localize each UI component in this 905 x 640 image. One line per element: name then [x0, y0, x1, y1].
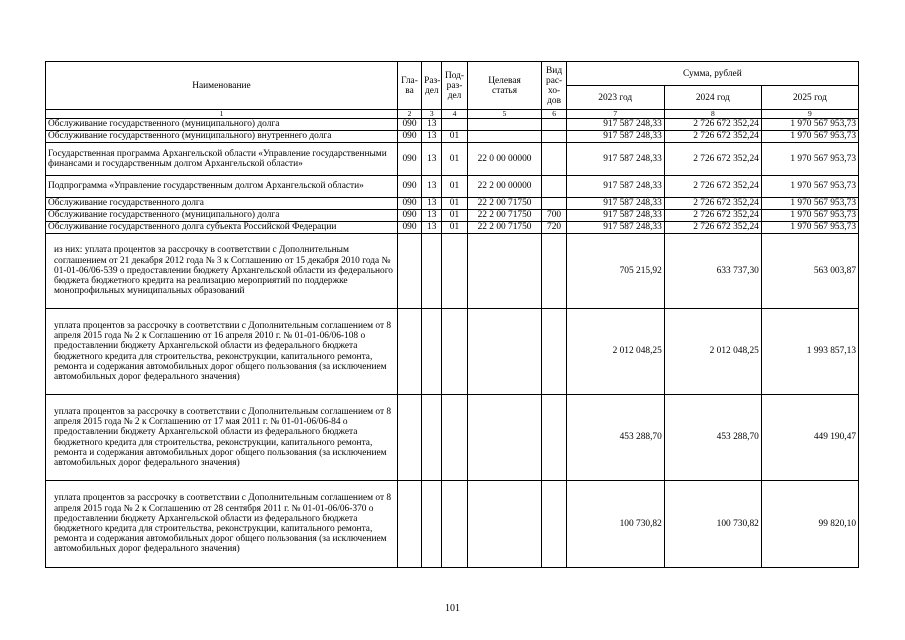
cell-razdel: 13 — [422, 222, 442, 234]
cell-name: Государственная программа Архангельской области «Управление государственными финансами и государственным долгом Архангельской области» — [46, 143, 398, 176]
cell-2023: 453 288,70 — [566, 395, 664, 481]
table-row — [46, 131, 859, 143]
cell-vid — [542, 131, 566, 143]
header-vid: Вид рас- хо- дов — [542, 62, 566, 110]
cell-target: 22 2 00 71750 — [467, 210, 542, 222]
cell-name: уплата процентов за рассрочку в соответствии с Дополнительным соглашением от 8 апреля 2015 года № 2 к Соглашению от 17 мая 2011 г. № 01-01-06/06-84 о предоставлении бюджету Архангельской области из федерального бюджета бюджетного кредита для строительства, реконструкции, капитального ремонта, ремонта и содержания автомобильных дорог общего пользования (за исключением автомобильных дорог федерального значения) — [46, 395, 398, 481]
cell-2023: 917 587 248,33 — [566, 176, 664, 198]
column-number: 5 — [467, 110, 542, 119]
column-number: 4 — [442, 110, 467, 119]
header-podrazdel: Под- раз- дел — [442, 62, 467, 110]
cell-target: 22 2 00 00000 — [467, 176, 542, 198]
cell-2023: 100 730,82 — [566, 481, 664, 568]
cell-podrazdel: 01 — [442, 131, 467, 143]
cell-2024: 633 737,30 — [664, 234, 761, 309]
column-number: 3 — [422, 110, 442, 119]
header-2024: 2024 год — [664, 86, 761, 110]
cell-2024: 2 726 672 352,24 — [664, 176, 761, 198]
cell-glava: 090 — [397, 198, 421, 210]
cell-2025: 1 970 567 953,73 — [761, 119, 858, 131]
column-number: 6 — [542, 110, 566, 119]
cell-razdel: 13 — [422, 143, 442, 176]
cell-name: Обслуживание государственного (муниципального) долга — [46, 210, 398, 222]
table-row — [46, 143, 859, 176]
page-number: 101 — [445, 603, 460, 614]
cell-2024: 2 726 672 352,24 — [664, 143, 761, 176]
budget-table — [45, 61, 859, 568]
column-number-row — [46, 110, 859, 119]
cell-2023: 917 587 248,33 — [566, 210, 664, 222]
cell-2023: 2 012 048,25 — [566, 309, 664, 395]
header-2025: 2025 год — [761, 86, 858, 110]
cell-target: 22 2 00 71750 — [467, 198, 542, 210]
cell-vid: 700 — [542, 210, 566, 222]
cell-2023: 705 215,92 — [566, 234, 664, 309]
cell-name: Обслуживание государственного (муниципального) внутреннего долга — [46, 131, 398, 143]
cell-podrazdel: 01 — [442, 176, 467, 198]
cell-glava: 090 — [397, 143, 421, 176]
column-number: 7 — [566, 110, 664, 119]
cell-razdel: 13 — [422, 131, 442, 143]
cell-razdel: 13 — [422, 210, 442, 222]
cell-vid — [542, 119, 566, 131]
column-number: 2 — [397, 110, 421, 119]
cell-2024: 2 726 672 352,24 — [664, 198, 761, 210]
table-row — [46, 395, 859, 481]
cell-name: Обслуживание государственного долга — [46, 198, 398, 210]
cell-vid — [542, 176, 566, 198]
cell-2025: 1 970 567 953,73 — [761, 222, 858, 234]
header-name: Наименование — [46, 62, 398, 110]
cell-target — [467, 395, 542, 481]
cell-2025: 99 820,10 — [761, 481, 858, 568]
cell-name: Обслуживание государственного долга субъекта Российской Федерации — [46, 222, 398, 234]
cell-2024: 2 012 048,25 — [664, 309, 761, 395]
cell-podrazdel — [442, 309, 467, 395]
cell-2023: 917 587 248,33 — [566, 198, 664, 210]
table-row — [46, 210, 859, 222]
cell-2024: 453 288,70 — [664, 395, 761, 481]
cell-2025: 1 970 567 953,73 — [761, 143, 858, 176]
cell-glava: 090 — [397, 176, 421, 198]
cell-razdel — [422, 395, 442, 481]
cell-name: уплата процентов за рассрочку в соответствии с Дополнительным соглашением от 8 апреля 2015 года № 2 к Соглашению от 28 сентября 2011 г. № 01-01-06/06-370 о предоставлении бюджету Архангельской области из федерального бюджета бюджетного кредита для строительства, реконструкции, капитального ремонта, ремонта и содержания автомобильных дорог общего пользования (за исключением автомобильных дорог федерального значения) — [46, 481, 398, 568]
cell-podrazdel — [442, 395, 467, 481]
budget-table-container — [45, 61, 859, 568]
cell-name: Подпрограмма «Управление государственным долгом Архангельской области» — [46, 176, 398, 198]
cell-razdel — [422, 309, 442, 395]
cell-glava — [397, 309, 421, 395]
cell-glava — [397, 395, 421, 481]
cell-2024: 2 726 672 352,24 — [664, 119, 761, 131]
cell-target — [467, 309, 542, 395]
cell-target — [467, 234, 542, 309]
cell-2023: 917 587 248,33 — [566, 143, 664, 176]
table-row — [46, 234, 859, 309]
cell-target — [467, 119, 542, 131]
header-2023: 2023 год — [566, 86, 664, 110]
cell-razdel: 13 — [422, 176, 442, 198]
cell-2025: 1 970 567 953,73 — [761, 176, 858, 198]
cell-podrazdel: 01 — [442, 198, 467, 210]
column-number: 9 — [761, 110, 858, 119]
cell-podrazdel: 01 — [442, 222, 467, 234]
cell-podrazdel — [442, 119, 467, 131]
cell-2024: 100 730,82 — [664, 481, 761, 568]
cell-glava: 090 — [397, 222, 421, 234]
header-razdel: Раз- дел — [422, 62, 442, 110]
cell-razdel — [422, 234, 442, 309]
cell-target: 22 0 00 00000 — [467, 143, 542, 176]
header-sum: Сумма, рублей — [566, 62, 858, 86]
header-target: Целевая статья — [467, 62, 542, 110]
table-row — [46, 309, 859, 395]
table-row — [46, 481, 859, 568]
cell-vid — [542, 481, 566, 568]
cell-razdel: 13 — [422, 119, 442, 131]
column-number: 8 — [664, 110, 761, 119]
cell-2025: 1 970 567 953,73 — [761, 210, 858, 222]
cell-podrazdel: 01 — [442, 210, 467, 222]
cell-2025: 563 003,87 — [761, 234, 858, 309]
cell-2025: 1 970 567 953,73 — [761, 198, 858, 210]
column-number: 1 — [46, 110, 398, 119]
cell-target — [467, 481, 542, 568]
cell-name: Обслуживание государственного (муниципального) долга — [46, 119, 398, 131]
cell-2025: 1 970 567 953,73 — [761, 131, 858, 143]
cell-2025: 449 190,47 — [761, 395, 858, 481]
cell-podrazdel — [442, 481, 467, 568]
cell-glava — [397, 234, 421, 309]
table-body — [46, 119, 859, 568]
cell-2025: 1 993 857,13 — [761, 309, 858, 395]
cell-name: уплата процентов за рассрочку в соответствии с Дополнительным соглашением от 8 апреля 2015 года № 2 к Соглашению от 16 апреля 2010 г. № 01-01-06/06-108 о предоставлении бюджету Архангельской области из федерального бюджета бюджетного кредита для строительства, реконструкции, капитального ремонта, ремонта и содержания автомобильных дорог общего пользования (за исключением автомобильных дорог федерального значения) — [46, 309, 398, 395]
table-row — [46, 119, 859, 131]
cell-vid — [542, 395, 566, 481]
cell-2024: 2 726 672 352,24 — [664, 222, 761, 234]
cell-vid — [542, 198, 566, 210]
cell-target — [467, 131, 542, 143]
table-row — [46, 176, 859, 198]
header-glava: Гла- ва — [397, 62, 421, 110]
cell-podrazdel — [442, 234, 467, 309]
cell-2024: 2 726 672 352,24 — [664, 131, 761, 143]
cell-vid — [542, 309, 566, 395]
cell-glava — [397, 481, 421, 568]
cell-2023: 917 587 248,33 — [566, 131, 664, 143]
cell-glava: 090 — [397, 119, 421, 131]
cell-glava: 090 — [397, 131, 421, 143]
table-row — [46, 198, 859, 210]
cell-glava: 090 — [397, 210, 421, 222]
table-row — [46, 222, 859, 234]
cell-vid — [542, 143, 566, 176]
cell-podrazdel: 01 — [442, 143, 467, 176]
cell-razdel: 13 — [422, 198, 442, 210]
cell-2024: 2 726 672 352,24 — [664, 210, 761, 222]
cell-2023: 917 587 248,33 — [566, 222, 664, 234]
cell-vid: 720 — [542, 222, 566, 234]
cell-2023: 917 587 248,33 — [566, 119, 664, 131]
cell-vid — [542, 234, 566, 309]
cell-razdel — [422, 481, 442, 568]
cell-target: 22 2 00 71750 — [467, 222, 542, 234]
cell-name: из них: уплата процентов за рассрочку в соответствии с Дополнительным соглашением от 21 декабря 2012 года № 3 к Соглашению от 15 декабря 2010 года № 01-01-06/06-539 о предоставлении бюджету Архангельской области из федерального бюджета бюджетного кредита на реализацию мероприятий по поддержке монопрофильных муниципальных образований — [46, 234, 398, 309]
